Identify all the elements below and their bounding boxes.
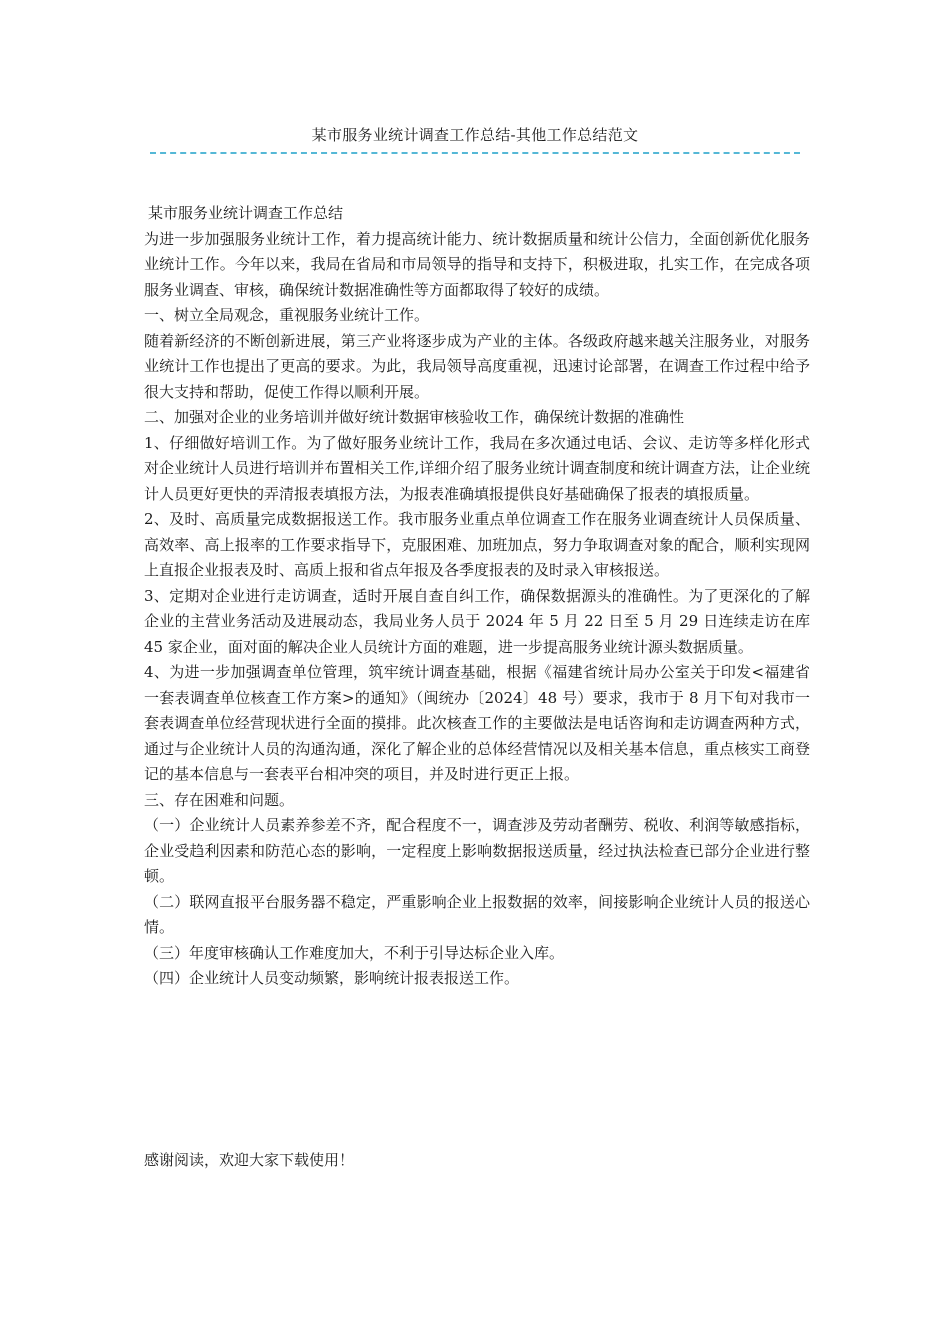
document-title: 某市服务业统计调查工作总结-其他工作总结范文 — [311, 126, 639, 144]
section-heading-1: 一、树立全局观念，重视服务业统计工作。 — [144, 306, 430, 324]
paragraph-item-2: 2、及时、高质量完成数据报送工作。我市服务业重点单位调查工作在服务业调查统计人员保质量、高效率、高上报率的工作要求指导下，克服困难、加班加点，努力争取调查对象的配合，顺利实现网上直报企业报表及时、高质上报和省点年报及各季度报表的及时录入审核报送。 — [144, 510, 810, 579]
paragraph-problem-1: （一）企业统计人员素养参差不齐，配合程度不一，调查涉及劳动者酬劳、税收、利润等敏感指标，企业受趋利因素和防范心态的影响，一定程度上影响数据报送质量，经过执法检查已部分企业进行整顿。 — [144, 816, 810, 885]
paragraph-item-1: 1、仔细做好培训工作。为了做好服务业统计工作，我局在多次通过电话、会议、走访等多样化形式对企业统计人员进行培训并布置相关工作,详细介绍了服务业统计调查制度和统计调查方法，让企业统计人员更好更快的弄清报表填报方法，为报表准确填报提供良好基础确保了报表的填报质量。 — [144, 433, 810, 503]
paragraph-item-3: 3、定期对企业进行走访调查，适时开展自查自纠工作，确保数据源头的准确性。为了更深化的了解企业的主营业务活动及进展动态，我局业务人员于 2024 年 5 月 22 日至 5 月 29 日连续走访在库 45 家企业，面对面的解决企业人员统计方面的难题，进一步提高服务业统计源头数据质量。 — [144, 586, 810, 656]
paragraph-intro: 为进一步加强服务业统计工作，着力提高统计能力、统计数据质量和统计公信力，全面创新优化服务业统计工作。今年以来，我局在省局和市局领导的指导和支持下，积极进取，扎实工作，在完成各项服务业调查、审核，确保统计数据准确性等方面都取得了较好的成绩。 — [144, 229, 810, 299]
section-heading-3: 三、存在困难和问题。 — [144, 790, 295, 809]
paragraph-item-4: 4、为进一步加强调查单位管理，筑牢统计调查基础，根据《福建省统计局办公室关于印发<福建省一套表调查单位核查工作方案>的通知》（闽统办〔2024〕48 号）要求，我市于 8 月下旬对我市一套表调查单位经营现状进行全面的摸排。此次核查工作的主要做法是电话咨询和走访调查两种方式，通过与企业统计人员的沟通沟通，深化了解企业的总体经营情况以及相关基本信息，重点核实工商登记的基本信息与一套表平台相冲突的项目，并及时进行更正上报。 — [144, 663, 810, 783]
document-body — [144, 201, 810, 992]
paragraph-problem-3: （三）年度审核确认工作难度加大，不利于引导达标企业入库。 — [144, 943, 565, 962]
paragraph-problem-2: （二）联网直报平台服务器不稳定，严重影响企业上报数据的效率，间接影响企业统计人员的报送心情。 — [144, 892, 810, 936]
paragraph-problem-4: （四）企业统计人员变动频繁，影响统计报表报送工作。 — [144, 969, 520, 987]
section-heading-2: 二、加强对企业的业务培训并做好统计数据审核验收工作，确保统计数据的准确性 — [144, 408, 685, 426]
title-divider — [150, 152, 800, 154]
closing-note: 感谢阅读，欢迎大家下载使用！ — [144, 1151, 355, 1169]
paragraph-section-1: 随着新经济的不断创新进展，第三产业将逐步成为产业的主体。各级政府越来越关注服务业，对服务业统计工作也提出了更高的要求。为此，我局领导高度重视，迅速讨论部署，在调查工作过程中给予很大支持和帮助，促使工作得以顺利开展。 — [144, 331, 810, 401]
document-subtitle: 某市服务业统计调查工作总结 — [148, 204, 344, 222]
